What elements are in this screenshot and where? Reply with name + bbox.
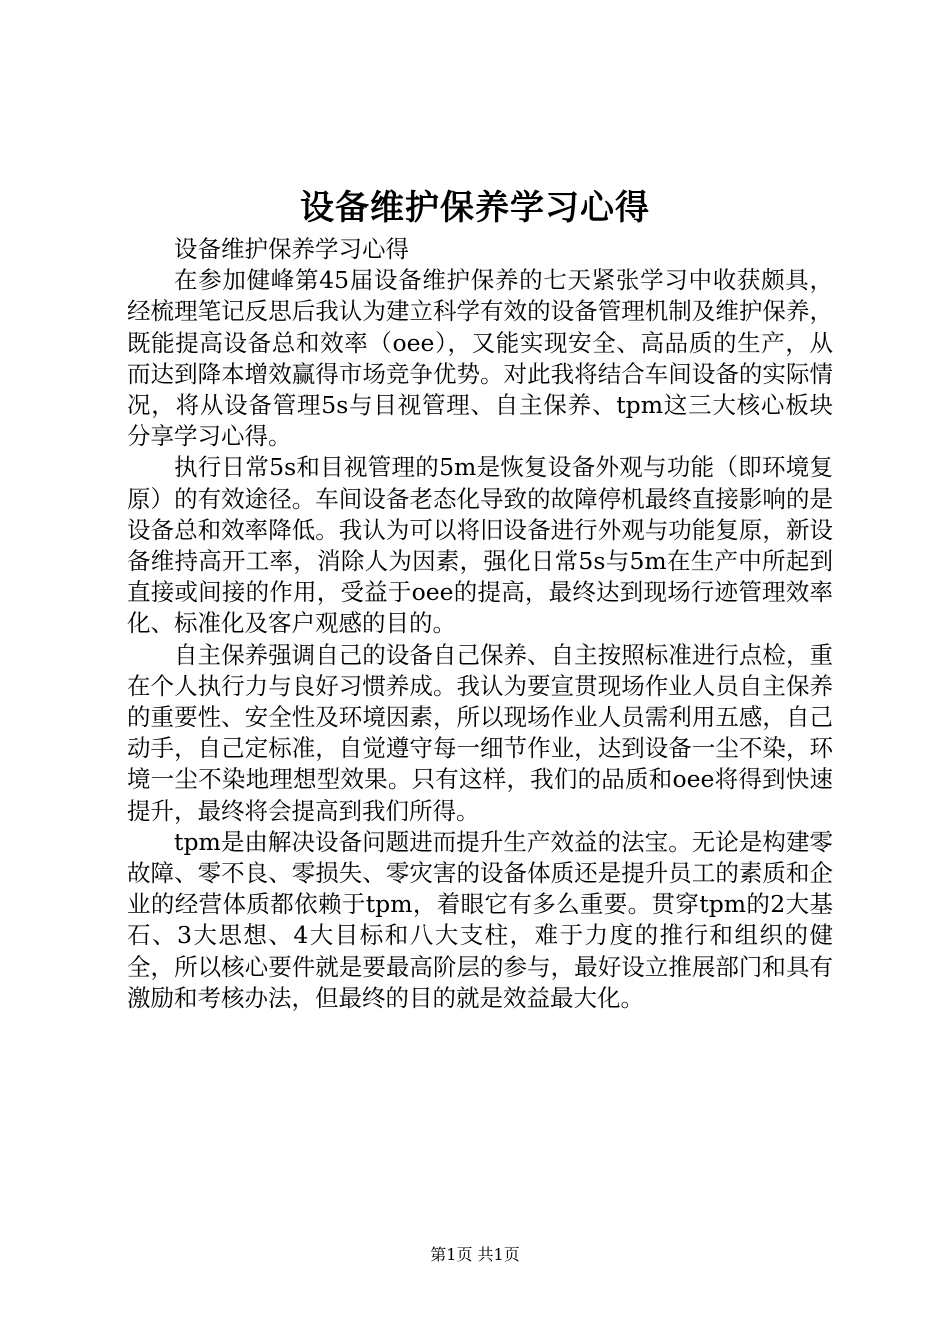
paragraph-tpm: tpm是由解决设备问题进而提升生产效益的法宝。无论是构建零故障、零不良、零损失、零灾害的设备体质还是提升员工的素质和企业的经营体质都依赖于tpm，着眼它有多么重要。贯穿tpm的2大基石、3大思想、4大目标和八大支柱，难于力度的推行和组织的健全，所以核心要件就是要最高阶层的参与，最好设立推展部门和具有激励和考核办法，但最终的目的就是效益最大化。 [127, 827, 833, 1012]
paragraph-subtitle: 设备维护保养学习心得 [174, 235, 409, 263]
paragraph-autonomous-maintenance: 自主保养强调自己的设备自己保养、自主按照标准进行点检，重在个人执行力与良好习惯养成。我认为要宣贯现场作业人员自主保养的重要性、安全性及环境因素，所以现场作业人员需利用五感，自己动手，自己定标准，自觉遵守每一细节作业，达到设备一尘不染，环境一尘不染地理想型效果。只有这样，我们的品质和oee将得到快速提升，最终将会提高到我们所得。 [127, 640, 833, 825]
document-body [127, 234, 833, 1014]
paragraph-intro: 在参加健峰第45届设备维护保养的七天紧张学习中收获颇具，经梳理笔记反思后我认为建立科学有效的设备管理机制及维护保养，既能提高设备总和效率（oee），又能实现安全、高品质的生产，从而达到降本增效赢得市场竞争优势。对此我将结合车间设备的实际情况，将从设备管理5s与目视管理、自主保养、tpm这三大核心板块分享学习心得。 [127, 266, 833, 451]
page-footer: 第1页 共1页 [430, 1245, 520, 1264]
paragraph-5s-visual-management: 执行日常5s和目视管理的5m是恢复设备外观与功能（即环境复原）的有效途径。车间设备老态化导致的故障停机最终直接影响的是设备总和效率降低。我认为可以将旧设备进行外观与功能复原，新设备维持高开工率，消除人为因素，强化日常5s与5m在生产中所起到直接或间接的作用，受益于oee的提高，最终达到现场行迹管理效率化、标准化及客户观感的目的。 [127, 453, 833, 638]
document-title: 设备维护保养学习心得 [300, 188, 650, 228]
